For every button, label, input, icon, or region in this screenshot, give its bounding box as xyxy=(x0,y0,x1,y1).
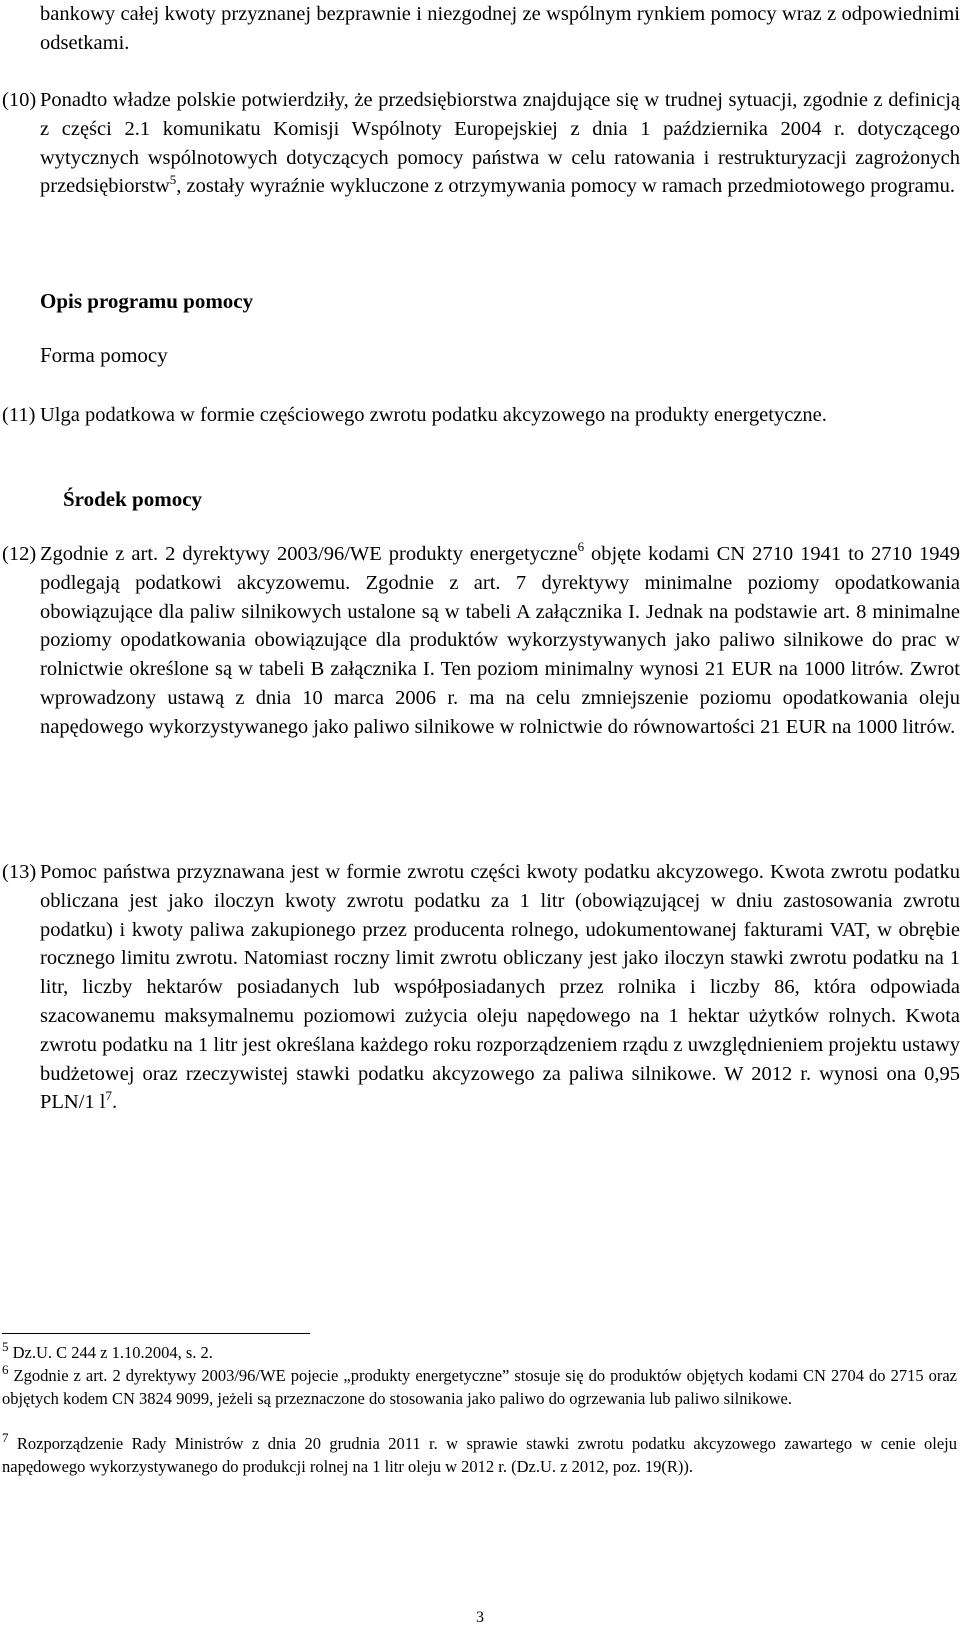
footnote-ref[interactable]: 7 xyxy=(105,1087,112,1103)
footnote-7: $^7$ Rozporządzenie Rady Ministrów z dnia 20 grudnia 2011 r. w sprawie stawki zwrotu podatku akcyzowego zawartego w cenie oleju napędowego wykorzystywanego do produkcji rolnej na 1 litr oleju w 2012 r. (Dz.U. z 2012, poz. 19(R)). xyxy=(2,1429,957,1476)
footnote-ref[interactable]: 6 xyxy=(577,539,585,555)
footnote-ref[interactable]: 5 xyxy=(169,171,177,187)
paragraph-text: Pomoc państwa przyznawana jest w formie zwrotu części kwoty podatku akcyzowego. Kwota zwrotu podatku obliczana jest jako iloczyn kwoty zwrotu podatku za 1 litr (obowiązującej w dniu zastosowania zwrotu podatku) i kwoty paliwa zakupionego przez producenta rolnego, udokumentowanej fakturami VAT, w obrębie rocznego limitu zwrotu. Natomiast roczny limit zwrotu obliczany jest jako iloczyn stawki zwrotu podatku na 1 litr, liczby hektarów posiadanych lub współposiadanych przez rolnika i liczby 86, która odpowiada szacowanemu maksymalnemu poziomowi zużycia oleju napędowego na 1 hektar użytków rolnych. Kwota zwrotu podatku na 1 litr jest określana każdego roku rozporządzeniem rządu z uwzględnieniem projektu ustawy budżetowej oraz rzeczywistej stawki podatku akcyzowego za paliwa silnikowe. W 2012 r. wynosi ona 0,95 PLN/1 $l^7$. xyxy=(40,861,960,1114)
subsection-heading-forma: Forma pomocy xyxy=(40,343,168,367)
paragraph-number: (12) xyxy=(2,543,37,565)
intro-paragraph: bankowy całej kwoty przyznanej bezprawnie i niezgodnej ze wspólnym rynkiem pomocy wraz z odpowiednimi odsetkami. xyxy=(40,3,960,54)
footnote-separator xyxy=(2,1333,310,1334)
footnote-number: 7 xyxy=(2,1429,9,1445)
subsection-heading-srodek: Środek pomocy xyxy=(63,487,203,511)
paragraph-text: Ponadto władze polskie potwierdziły, że przedsiębiorstwa znajdujące się w trudnej sytuacji, zgodnie z definicją z części 2.1 komunikatu Komisji Wspólnoty Europejskiej z dnia 1 października 2004 r. dotyczącego wytycznych wspólnotowych dotyczących pomocy państwa w celu ratowania i restrukturyzacji zagrożonych przedsiębiorstw$^5$, zostały wyraźnie wykluczone z otrzymywania pomocy w ramach przedmiotowego programu. xyxy=(40,89,960,198)
footnote-5: $^5$ Dz.U. C 244 z 1.10.2004, s. 2. xyxy=(2,1338,213,1362)
page-number: 3 xyxy=(476,1609,484,1626)
paragraph-text: Zgodnie z art. 2 dyrektywy 2003/96/WE produkty energetyczne$^6$ objęte kodami CN 2710 1941 to 2710 1949 podlegają podatkowi akcyzowemu. Zgodnie z art. 7 dyrektywy minimalne poziomy opodatkowania obowiązujące dla paliw silnikowych ustalone są w tabeli A załącznika I. Jednak na podstawie art. 8 minimalne poziomy opodatkowania obowiązujące dla produktów wykorzystywanych jako paliwo silnikowe do prac w rolnictwie określone są w tabeli B załącznika I. Ten poziom minimalny wynosi 21 EUR na 1000 litrów. Zwrot wprowadzony ustawą z dnia 10 marca 2006 r. ma na celu zmniejszenie poziomu opodatkowania oleju napędowego wykorzystywanego jako paliwo silnikowe w rolnictwie do równowartości 21 EUR na 1000 litrów. xyxy=(40,539,960,738)
footnote-6: $^6$ Zgodnie z art. 2 dyrektywy 2003/96/WE pojecie „produkty energetyczne” stosuje się do produktów objętych kodami CN 2704 do 2715 oraz objętych kodem CN 3824 9099, jeżeli są przeznaczone do stosowania jako paliwo do ogrzewania lub paliwo silnikowe. xyxy=(2,1361,957,1408)
paragraph-number: (13) xyxy=(2,861,37,883)
section-heading-opis: Opis programu pomocy xyxy=(40,289,254,313)
footnote-number: 5 xyxy=(2,1338,9,1354)
paragraph-number: (10) xyxy=(2,89,37,111)
paragraph-text: Ulga podatkowa w formie częściowego zwrotu podatku akcyzowego na produkty energetyczne. xyxy=(40,404,827,426)
footnote-number: 6 xyxy=(2,1361,9,1377)
paragraph-number: (11) xyxy=(2,404,36,426)
